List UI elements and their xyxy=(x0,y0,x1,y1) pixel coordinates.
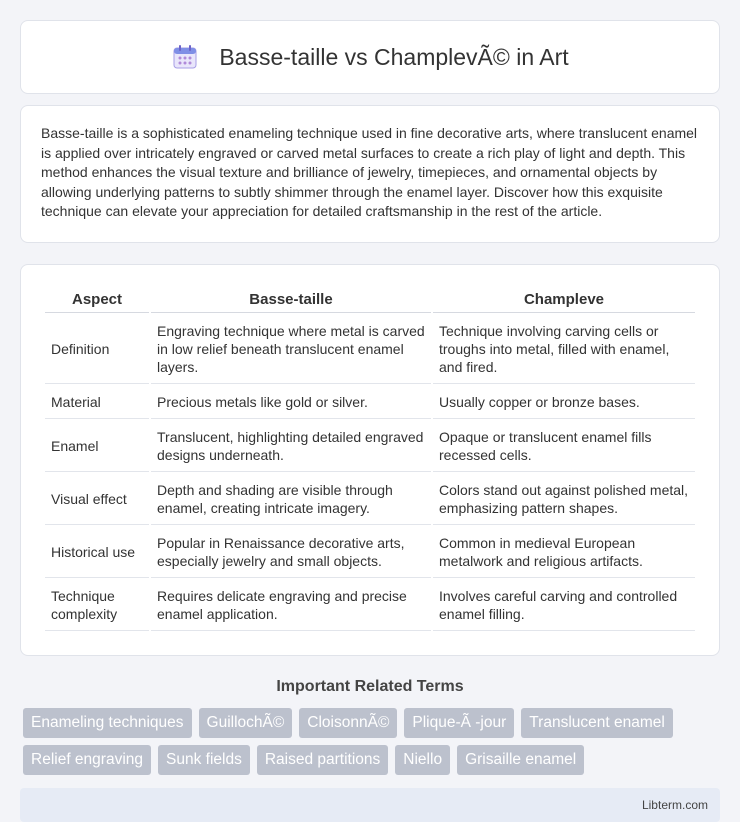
table-row xyxy=(45,527,695,578)
tag-guilloche[interactable]: GuillochÃ© xyxy=(199,708,293,738)
calendar-icon xyxy=(171,43,199,71)
row-basse-taille: Popular in Renaissance decorative arts, especially jewelry and small objects. xyxy=(151,527,431,578)
header-champleve: Champleve xyxy=(433,287,695,313)
header-basse-taille: Basse-taille xyxy=(151,287,431,313)
row-champleve: Technique involving carving cells or troughs into metal, filled with enamel, and fired. xyxy=(433,315,695,384)
header-aspect: Aspect xyxy=(45,287,149,313)
row-basse-taille: Translucent, highlighting detailed engraved designs underneath. xyxy=(151,421,431,472)
page-title: Basse-taille vs ChamplevÃ© in Art xyxy=(219,43,569,70)
tag-plique-a-jour[interactable]: Plique-Ã -jour xyxy=(404,708,514,738)
table-header-row xyxy=(45,287,695,313)
table-row xyxy=(45,386,695,419)
tag-sunk-fields[interactable]: Sunk fields xyxy=(158,745,250,775)
table-row xyxy=(45,580,695,631)
row-aspect: Historical use xyxy=(45,527,149,578)
intro-card xyxy=(20,105,720,243)
comparison-table xyxy=(43,285,697,633)
row-champleve: Colors stand out against polished metal, emphasizing pattern shapes. xyxy=(433,474,695,525)
row-aspect: Definition xyxy=(45,315,149,384)
intro-text: Basse-taille is a sophisticated enameling technique used in fine decorative arts, where translucent enamel is applied over intricately engraved or carved metal surfaces to create a rich play of light and depth. This method enhances the visual texture and brilliance of jewelry, timepieces, and ornamental objects by allowing underlying patterns to subtly shimmer through the enamel layer. Discover how this exquisite technique can elevate your appreciation for detailed craftsmanship in the rest of the article. xyxy=(41,125,698,220)
tag-grisaille-enamel[interactable]: Grisaille enamel xyxy=(457,745,584,775)
row-champleve: Common in medieval European metalwork and religious artifacts. xyxy=(433,527,695,578)
comparison-card xyxy=(20,264,720,656)
footer-site-link[interactable]: Libterm.com xyxy=(641,797,708,812)
related-terms-title: Important Related Terms xyxy=(276,677,464,695)
row-aspect: Technique complexity xyxy=(45,580,149,631)
title-card xyxy=(20,20,720,94)
row-basse-taille: Requires delicate engraving and precise enamel application. xyxy=(151,580,431,631)
tag-raised-partitions[interactable]: Raised partitions xyxy=(257,745,388,775)
tag-translucent-enamel[interactable]: Translucent enamel xyxy=(521,708,673,738)
tag-relief-engraving[interactable]: Relief engraving xyxy=(23,745,151,775)
row-aspect: Enamel xyxy=(45,421,149,472)
tag-niello[interactable]: Niello xyxy=(395,745,450,775)
row-basse-taille: Precious metals like gold or silver. xyxy=(151,386,431,419)
table-row xyxy=(45,315,695,384)
row-basse-taille: Engraving technique where metal is carved in low relief beneath translucent enamel layers. xyxy=(151,315,431,384)
row-aspect: Material xyxy=(45,386,149,419)
row-champleve: Opaque or translucent enamel fills recessed cells. xyxy=(433,421,695,472)
row-champleve: Usually copper or bronze bases. xyxy=(433,386,695,419)
footer xyxy=(20,788,720,822)
tag-cloisonne[interactable]: CloisonnÃ© xyxy=(299,708,397,738)
row-champleve: Involves careful carving and controlled enamel filling. xyxy=(433,580,695,631)
table-row xyxy=(45,421,695,472)
row-aspect: Visual effect xyxy=(45,474,149,525)
tag-enameling-techniques[interactable]: Enameling techniques xyxy=(23,708,192,738)
table-row xyxy=(45,474,695,525)
related-terms-list xyxy=(23,708,717,775)
row-basse-taille: Depth and shading are visible through enamel, creating intricate imagery. xyxy=(151,474,431,525)
